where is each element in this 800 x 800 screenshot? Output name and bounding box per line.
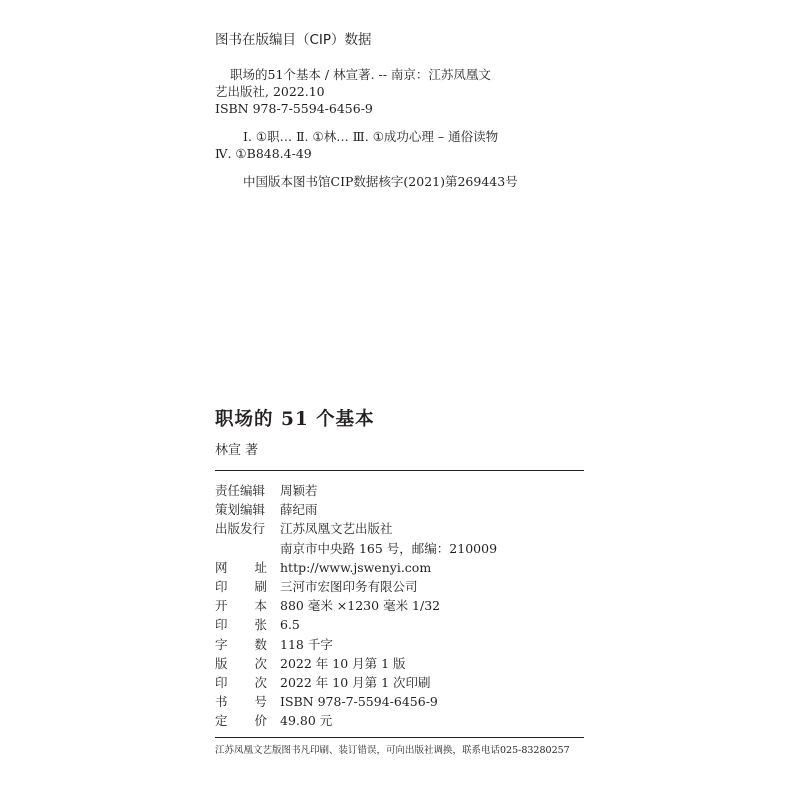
info-value: 南京市中央路 165 号，邮编：210009 <box>280 540 498 556</box>
info-label <box>215 673 267 692</box>
info-label: 出版发行 <box>215 521 266 537</box>
info-label-char: 印 <box>215 579 228 594</box>
info-label <box>215 635 267 654</box>
info-label-char: 定 <box>215 713 228 729</box>
info-value: 三河市宏图印务有限公司 <box>280 579 418 594</box>
info-label <box>215 558 267 577</box>
info-label <box>215 596 267 615</box>
info-value: 49.80 元 <box>280 713 333 729</box>
info-label: 责任编辑 <box>215 483 266 498</box>
info-label-char: 次 <box>254 675 267 690</box>
footer-note: 江苏凤凰文艺版图书凡印刷、装订错误，可向出版社调换，联系电话025-83280257 <box>215 745 570 756</box>
info-label-char: 印 <box>215 617 228 633</box>
info-value: ISBN 978-7-5594-6456-9 <box>280 694 438 710</box>
info-value: 118 千字 <box>280 636 333 652</box>
info-value: 江苏凤凰文艺出版社 <box>280 521 393 537</box>
info-value: 周颖若 <box>280 483 318 498</box>
divider-top <box>215 470 584 471</box>
info-label: 策划编辑 <box>215 502 266 518</box>
info-label-char: 开 <box>215 598 228 614</box>
cip-line-isbn: ISBN 978-7-5594-6456-9 <box>215 101 373 116</box>
info-label <box>215 654 267 673</box>
book-title: 职场的 51 个基本 <box>215 409 375 430</box>
info-label <box>215 711 267 730</box>
cip-heading: 图书在版编目（CIP）数据 <box>215 32 372 48</box>
info-label-char: 价 <box>254 713 267 729</box>
info-value: 2022 年 10 月第 1 版 <box>280 655 406 671</box>
cip-line-subject: Ⅰ. ①职… Ⅱ. ①林… Ⅲ. ①成功心理 – 通俗读物 <box>243 129 499 144</box>
divider-bottom <box>215 737 584 738</box>
info-value: 2022 年 10 月第 1 次印刷 <box>280 675 431 690</box>
cip-line-classification: Ⅳ. ①B848.4-49 <box>215 146 312 161</box>
info-label <box>215 577 267 596</box>
cip-line-publisher: 艺出版社, 2022.10 <box>215 84 325 99</box>
info-label-char: 本 <box>254 598 267 614</box>
info-label-char: 网 <box>215 559 228 575</box>
info-label-char: 址 <box>254 559 267 575</box>
info-label-char: 刷 <box>254 579 267 594</box>
info-label <box>215 692 267 711</box>
info-label-char: 张 <box>254 617 267 633</box>
info-value: 薛纪雨 <box>280 502 318 518</box>
info-label <box>215 615 267 634</box>
info-value: 880 毫米 ×1230 毫米 1/32 <box>280 598 441 614</box>
info-label-char: 字 <box>215 636 228 652</box>
info-value: 6.5 <box>280 617 300 633</box>
book-author: 林宣 著 <box>215 443 259 458</box>
cip-line-title: 职场的51个基本 / 林宣著. -- 南京：江苏凤凰文 <box>230 67 491 82</box>
info-label-char: 印 <box>215 675 228 690</box>
info-label-char: 数 <box>254 636 267 652</box>
info-label-char: 号 <box>254 694 267 710</box>
info-label-char: 书 <box>215 694 228 710</box>
info-label-char: 次 <box>254 655 267 671</box>
cip-line-record-number: 中国版本图书馆CIP数据核字(2021)第269443号 <box>243 174 518 189</box>
info-label-char: 版 <box>215 655 228 671</box>
info-value: http://www.jswenyi.com <box>280 559 432 575</box>
